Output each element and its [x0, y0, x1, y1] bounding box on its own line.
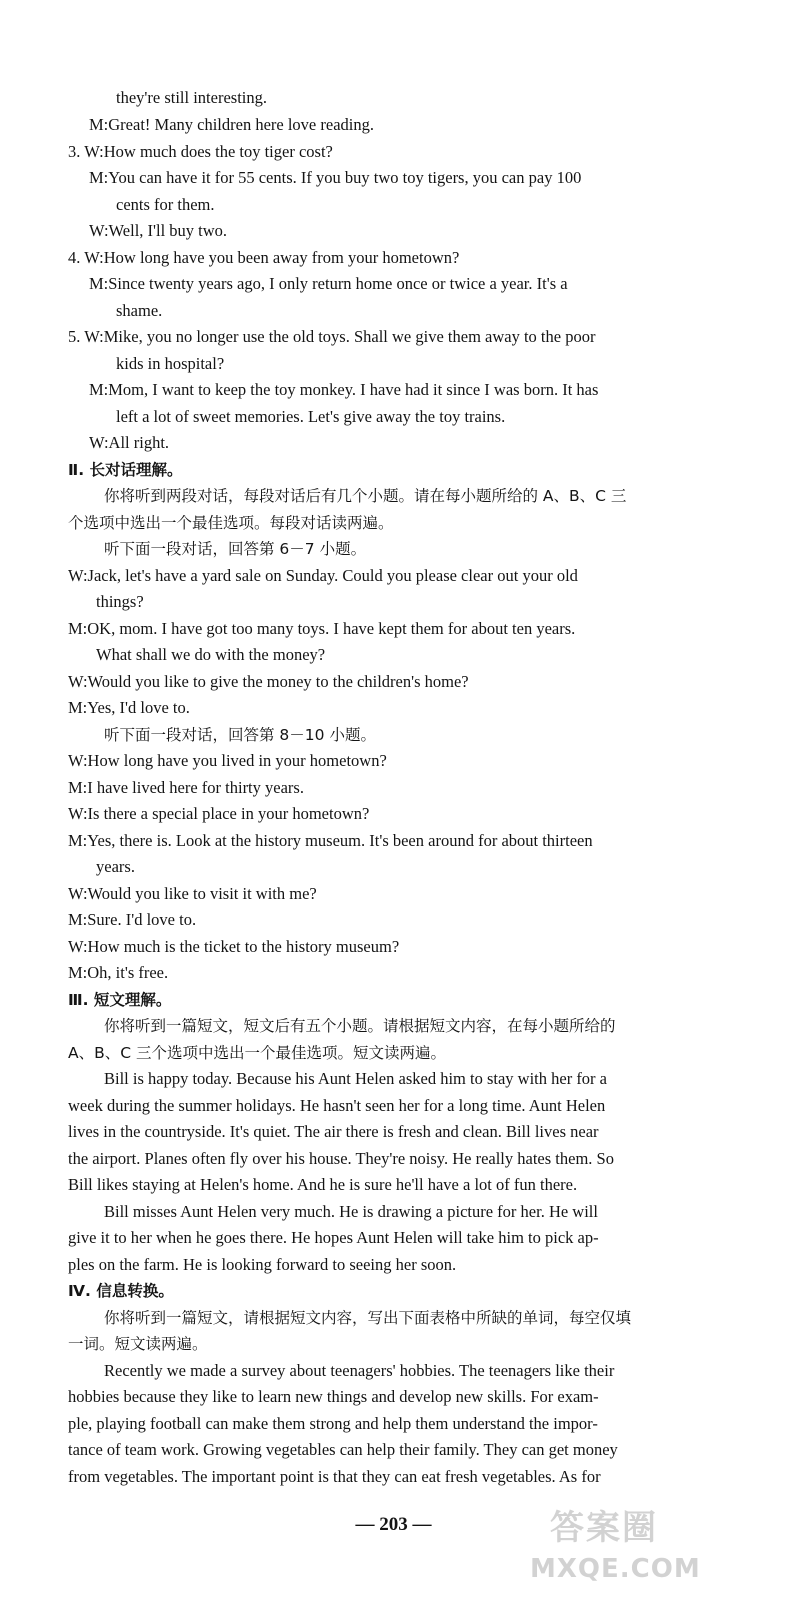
instruction-text: 你将听到一篇短文，请根据短文内容，写出下面表格中所缺的单词，每空仅填	[104, 1309, 632, 1327]
text-line: What shall we do with the money?	[96, 645, 326, 664]
text-line: M:You can have it for 55 cents. If you buy two toy tigers, you can pay 100	[89, 168, 582, 187]
text-line: tance of team work. Growing vegetables can help their family. They can get money	[68, 1440, 618, 1459]
text-line: W:How much is the ticket to the history museum?	[68, 937, 400, 956]
text-line: ple, playing football can make them strong and help them understand the impor-	[68, 1414, 598, 1433]
text-line: W:Jack, let's have a yard sale on Sunday. Could you please clear out your old	[68, 566, 578, 585]
text-line: from vegetables. The important point is that they can eat fresh vegetables. As for	[68, 1467, 601, 1486]
text-line: cents for them.	[116, 195, 215, 214]
text-line: M:Yes, I'd love to.	[68, 698, 190, 717]
text-line: M:I have lived here for thirty years.	[68, 778, 304, 797]
text-line: M:Since twenty years ago, I only return home once or twice a year. It's a	[89, 274, 568, 293]
text-line: week during the summer holidays. He hasn't seen her for a long time. Aunt Helen	[68, 1096, 606, 1115]
text-line: left a lot of sweet memories. Let's give away the toy trains.	[116, 407, 506, 426]
text-line: the airport. Planes often fly over his house. They're noisy. He really hates them. So	[68, 1149, 614, 1168]
section-heading: Ⅳ. 信息转换。	[68, 1282, 174, 1300]
watermark	[520, 1500, 780, 1595]
text-line: shame.	[116, 301, 163, 320]
instruction-text: 听下面一段对话，回答第 6－7 小题。	[104, 540, 367, 558]
text-line: M:Oh, it's free.	[68, 963, 169, 982]
section-heading: Ⅲ. 短文理解。	[68, 991, 172, 1009]
text-line: hobbies because they like to learn new things and develop new skills. For exam-	[68, 1387, 599, 1406]
text-line: M:Mom, I want to keep the toy monkey. I have had it since I was born. It has	[89, 380, 599, 399]
section-heading: Ⅱ. 长对话理解。	[68, 461, 183, 479]
text-line: M:Sure. I'd love to.	[68, 910, 197, 929]
instruction-text: A、B、C 三个选项中选出一个最佳选项。短文读两遍。	[68, 1044, 446, 1062]
text-line: W:How long have you lived in your hometown?	[68, 751, 387, 770]
text-line: 4. W:How long have you been away from your hometown?	[68, 248, 460, 267]
watermark-logo: 答案圈	[550, 1508, 658, 1548]
text-line: lives in the countryside. It's quiet. The air there is fresh and clean. Bill lives near	[68, 1122, 599, 1141]
page-number: — 203 —	[355, 1514, 432, 1535]
text-line: M:Yes, there is. Look at the history museum. It's been around for about thirteen	[68, 831, 593, 850]
text-line: ples on the farm. He is looking forward to seeing her soon.	[68, 1255, 457, 1274]
text-line: Recently we made a survey about teenagers' hobbies. The teenagers like their	[104, 1361, 615, 1380]
instruction-text: 你将听到两段对话，每段对话后有几个小题。请在每小题所给的 A、B、C 三	[104, 487, 627, 505]
instruction-text: 你将听到一篇短文，短文后有五个小题。请根据短文内容，在每小题所给的	[104, 1017, 616, 1035]
instruction-text: 个选项中选出一个最佳选项。每段对话读两遍。	[68, 514, 394, 532]
text-line: W:Well, I'll buy two.	[89, 221, 228, 240]
instruction-text: 听下面一段对话，回答第 8－10 小题。	[104, 726, 376, 744]
text-line: Bill is happy today. Because his Aunt Helen asked him to stay with her for a	[104, 1069, 608, 1088]
text-line: years.	[96, 857, 135, 876]
text-line: W:Would you like to give the money to the children's home?	[68, 672, 469, 691]
text-line: W:Would you like to visit it with me?	[68, 884, 317, 903]
text-line: 5. W:Mike, you no longer use the old toys. Shall we give them away to the poor	[68, 327, 596, 346]
text-line: Bill misses Aunt Helen very much. He is drawing a picture for her. He will	[104, 1202, 598, 1221]
instruction-text: 一词。短文读两遍。	[68, 1335, 208, 1353]
text-line: give it to her when he goes there. He hopes Aunt Helen will take him to pick ap-	[68, 1228, 599, 1247]
text-line: Bill likes staying at Helen's home. And he is sure he'll have a lot of fun there.	[68, 1175, 578, 1194]
text-line: 3. W:How much does the toy tiger cost?	[68, 142, 333, 161]
text-line: things?	[96, 592, 144, 611]
text-line: kids in hospital?	[116, 354, 225, 373]
watermark-url: MXQE.COM	[530, 1554, 701, 1584]
text-line: W:All right.	[89, 433, 170, 452]
text-line: W:Is there a special place in your hometown?	[68, 804, 370, 823]
text-line: they're still interesting.	[116, 88, 267, 107]
text-line: M:OK, mom. I have got too many toys. I have kept them for about ten years.	[68, 619, 576, 638]
text-line: M:Great! Many children here love reading.	[89, 115, 374, 134]
